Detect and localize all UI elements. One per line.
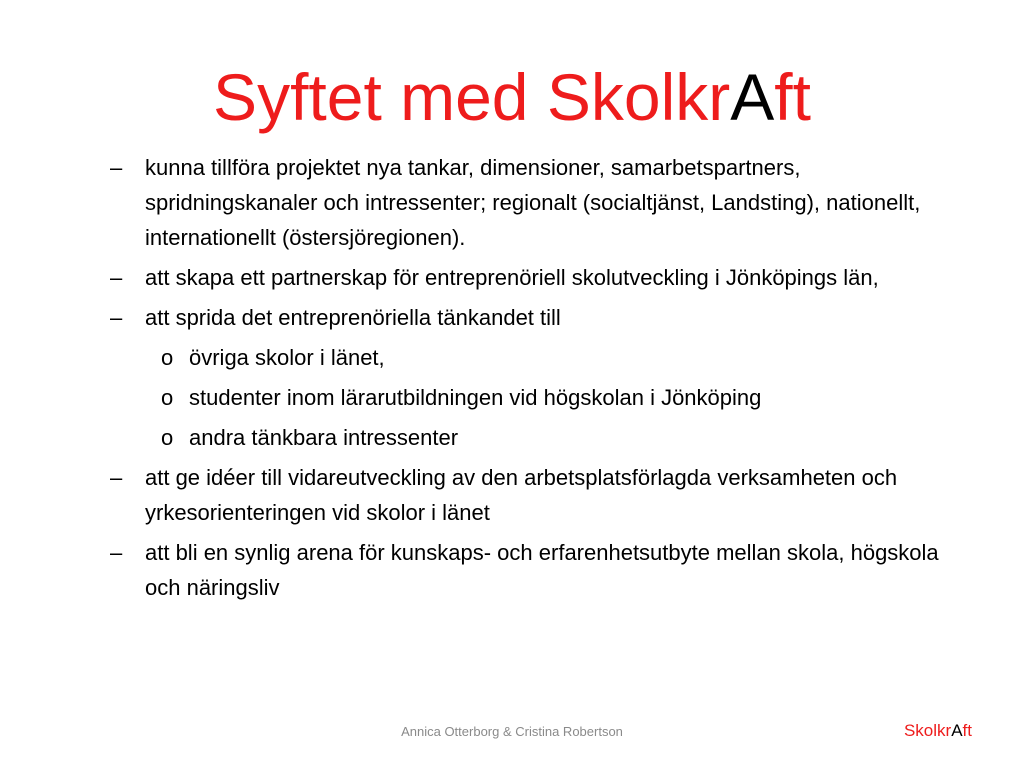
slide-title <box>0 52 1024 142</box>
circle-bullet-icon: o <box>161 385 174 410</box>
footer-authors: Annica Otterborg & Cristina Robertson <box>401 724 623 739</box>
bullet-text: att ge idéer till vidareutveckling av den arbetsplatsförlagda verksamheten och yrkesorienteringen vid skolor i länet <box>145 465 898 525</box>
dash-bullet-icon: – <box>110 540 123 565</box>
sub-bullet-item <box>108 420 968 455</box>
logo-text-part2: ft <box>962 721 972 740</box>
title-text-part2: ft <box>774 60 811 134</box>
circle-bullet-icon: o <box>161 425 174 450</box>
dash-bullet-icon: – <box>110 465 123 490</box>
logo-text-part1: Skolkr <box>903 721 952 740</box>
bullet-text: kunna tillföra projektet nya tankar, dimensioner, samarbetspartners, spridningskanaler och intressenter; regionalt (socialtjänst, Landsting), nationellt, internationellt (östersjöregionen). <box>145 155 921 250</box>
bullet-text: att skapa ett partnerskap för entreprenöriell skolutveckling i Jönköpings län, <box>145 265 879 290</box>
sub-bullet-item <box>108 340 968 375</box>
bullet-item <box>108 150 968 255</box>
sub-bullet-item <box>108 380 968 415</box>
title-accent-letter: A <box>730 60 775 134</box>
sub-bullet-text: övriga skolor i länet, <box>189 345 385 370</box>
dash-bullet-icon: – <box>110 305 123 330</box>
dash-bullet-icon: – <box>110 265 123 290</box>
bullet-item <box>108 460 968 530</box>
bullet-list <box>108 150 968 610</box>
bullet-text: att sprida det entreprenöriella tänkandet till <box>145 305 561 330</box>
bullet-item <box>108 260 968 295</box>
sub-bullet-text: andra tänkbara intressenter <box>189 425 459 450</box>
title-text-part1: Syftet med Skolkr <box>213 60 731 134</box>
footer-logo <box>904 721 972 741</box>
sub-bullet-text: studenter inom lärarutbildningen vid högskolan i Jönköping <box>189 385 762 410</box>
circle-bullet-icon: o <box>161 345 174 370</box>
logo-accent-letter: A <box>951 721 963 740</box>
dash-bullet-icon: – <box>110 155 123 180</box>
bullet-item <box>108 535 968 605</box>
bullet-item <box>108 300 968 335</box>
bullet-text: att bli en synlig arena för kunskaps- och erfarenhetsutbyte mellan skola, högskola och näringsliv <box>145 540 939 600</box>
